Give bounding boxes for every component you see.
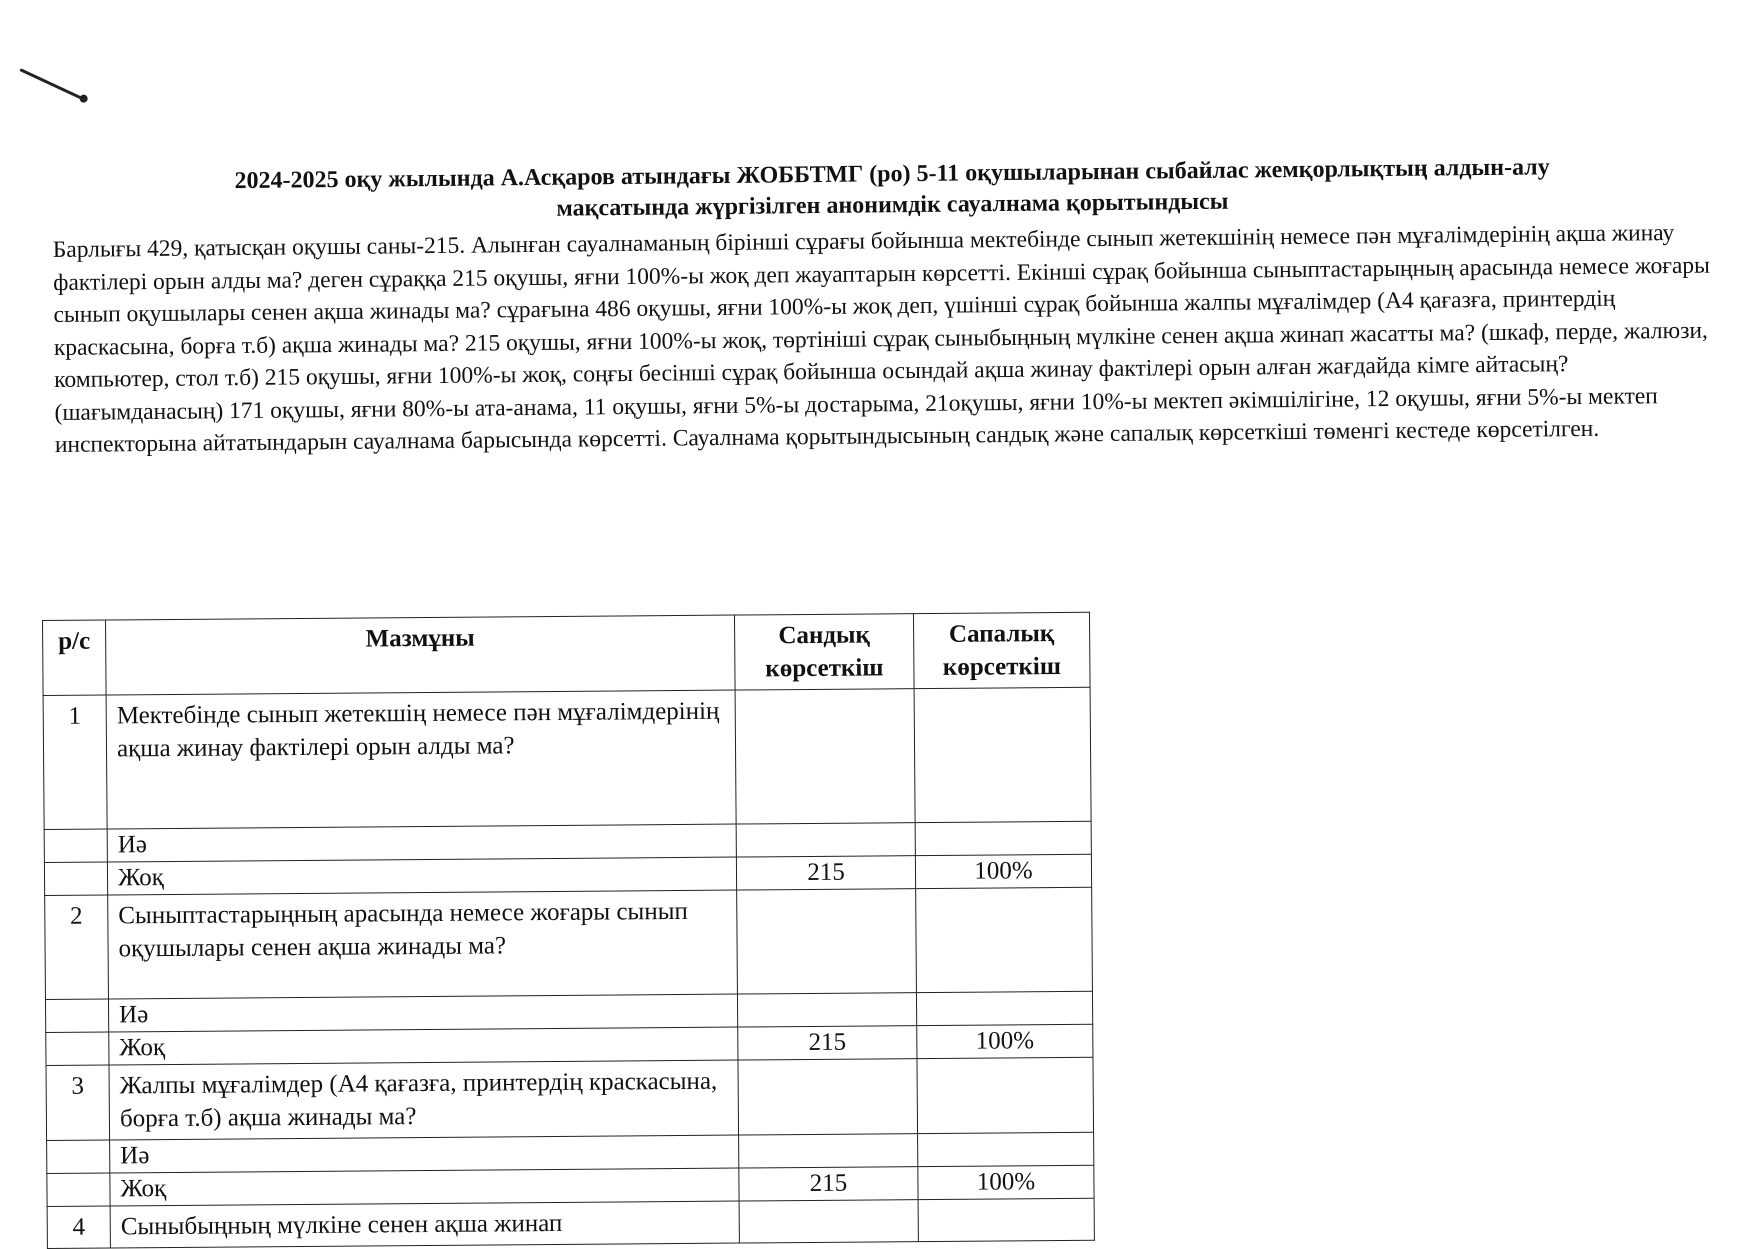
title-line-2: мақсатында жүргізілген анонимдік сауалнама қорытындысы [556, 188, 1229, 222]
row-quantitative [737, 889, 917, 994]
table-row [45, 887, 1093, 999]
row-qualitative: 100% [918, 1165, 1094, 1199]
row-num: 4 [47, 1206, 110, 1248]
row-num [47, 1173, 110, 1206]
header-content: Мазмұны [106, 615, 736, 695]
row-content: Иә [107, 824, 736, 862]
row-quantitative [736, 823, 915, 857]
row-content: Жоқ [107, 857, 736, 895]
header-qualitative: Сапалық көрсеткіш [913, 612, 1090, 688]
results-table [42, 612, 1095, 1249]
document-body [52, 151, 1715, 462]
table-row [46, 1057, 1094, 1140]
row-num: 1 [43, 695, 107, 829]
row-qualitative [916, 991, 1092, 1025]
row-quantitative [738, 1059, 918, 1135]
row-num [45, 999, 108, 1032]
header-num: р/с [43, 620, 107, 695]
row-num: 2 [45, 895, 109, 999]
row-quantitative: 215 [736, 856, 915, 890]
table-row [43, 687, 1091, 829]
row-qualitative [917, 1057, 1094, 1133]
row-qualitative [918, 1198, 1094, 1241]
row-content: Жоқ [110, 1168, 739, 1206]
header-quantitative: Сандық көрсеткіш [734, 614, 914, 690]
row-content: Жалпы мұғалімдер (А4 қағазға, принтердің краскасына, борға т.б) ақша жинады ма? [109, 1060, 739, 1140]
row-quantitative: 215 [739, 1167, 918, 1201]
title-line-1: 2024-2025 оқу жылында А.Асқаров атындағы ЖОББТМГ (ро) 5-11 оқушыларынан сыбайлас жемқорлықтың алдын-алу [234, 154, 1550, 195]
row-content: Иә [110, 1135, 739, 1173]
row-quantitative [739, 1200, 918, 1243]
document-title [52, 151, 1713, 230]
row-quantitative [739, 1134, 918, 1168]
row-qualitative [915, 821, 1091, 855]
summary-paragraph: Барлығы 429, қатысқан оқушы саны-215. Алынған сауалнаманың бірінші сұрағы бойынша мектебінде сынып жетекшінің немесе пән мұғалімдерінің ақша жинау фактілері орын алды ма? деген сұраққа 215 оқушы, яғни 100%-ы жоқ деп жауаптарын көрсетті. Екінші сұрақ бойынша сыныптастарыңның арасында немесе жоғары сынып оқушылары сенен ақша жинады ма? сұрағына 486 оқушы, яғни 100%-ы жоқ деп, үшінші сұрақ бойынша жалпы мұғалімдер (А4 қағазға, принтердің краскасына, борға т.б) ақша жинады ма? 215 оқушы, яғни 100%-ы жоқ, төртініші сұрақ сыныбыңның мүлкіне сенен ақша жинап жасатты ма? (шкаф, перде, жалюзи, компьютер, стол т.б) 215 оқушы, яғни 100%-ы жоқ, соңғы бесінші сұрақ бойынша осындай ақша жинау фактілері орын алған жағдайда кімге айтасың? (шағымданасың) 171 оқушы, яғни 80%-ы ата-анама, 11 оқушы, яғни 5%-ы достарыма, 21оқушы, яғни 10%-ы мектеп әкімшілігіне, 12 оқушы, яғни 5%-ы мектеп инспекторына айтатындарын сауалнама барысында көрсетті. Сауалнама қорытындысының сандық және сапалық көрсеткіші төменгі кестеде көрсетілген. [52, 220, 1711, 458]
row-content: Сыныбыңның мүлкіне сенен ақша жинап [110, 1201, 739, 1248]
row-content: Сыныптастарыңның арасында немесе жоғары сынып оқушылары сенен ақша жинады ма? [108, 890, 738, 999]
row-quantitative [737, 993, 916, 1027]
row-qualitative [914, 687, 1091, 822]
row-num [44, 862, 107, 895]
table-row [47, 1198, 1094, 1248]
row-num [47, 1140, 110, 1173]
row-content: Иә [108, 994, 737, 1032]
pen-mark [19, 68, 84, 100]
row-quantitative [735, 689, 915, 824]
table-header-row [43, 612, 1091, 695]
results-table-wrapper [42, 612, 1095, 1249]
row-num [44, 829, 107, 862]
row-content: Мектебінде сынып жетекшің немесе пән мұғалімдерінің ақша жинау фактілері орын алды ма? [106, 690, 736, 829]
row-content: Жоқ [109, 1027, 738, 1065]
row-num: 3 [46, 1065, 110, 1140]
row-quantitative: 215 [738, 1026, 917, 1060]
row-num [46, 1032, 109, 1065]
row-qualitative: 100% [917, 1024, 1093, 1058]
row-qualitative [918, 1132, 1094, 1166]
row-qualitative [916, 887, 1093, 992]
scan-margin [0, 0, 1755, 40]
row-qualitative: 100% [915, 854, 1091, 888]
